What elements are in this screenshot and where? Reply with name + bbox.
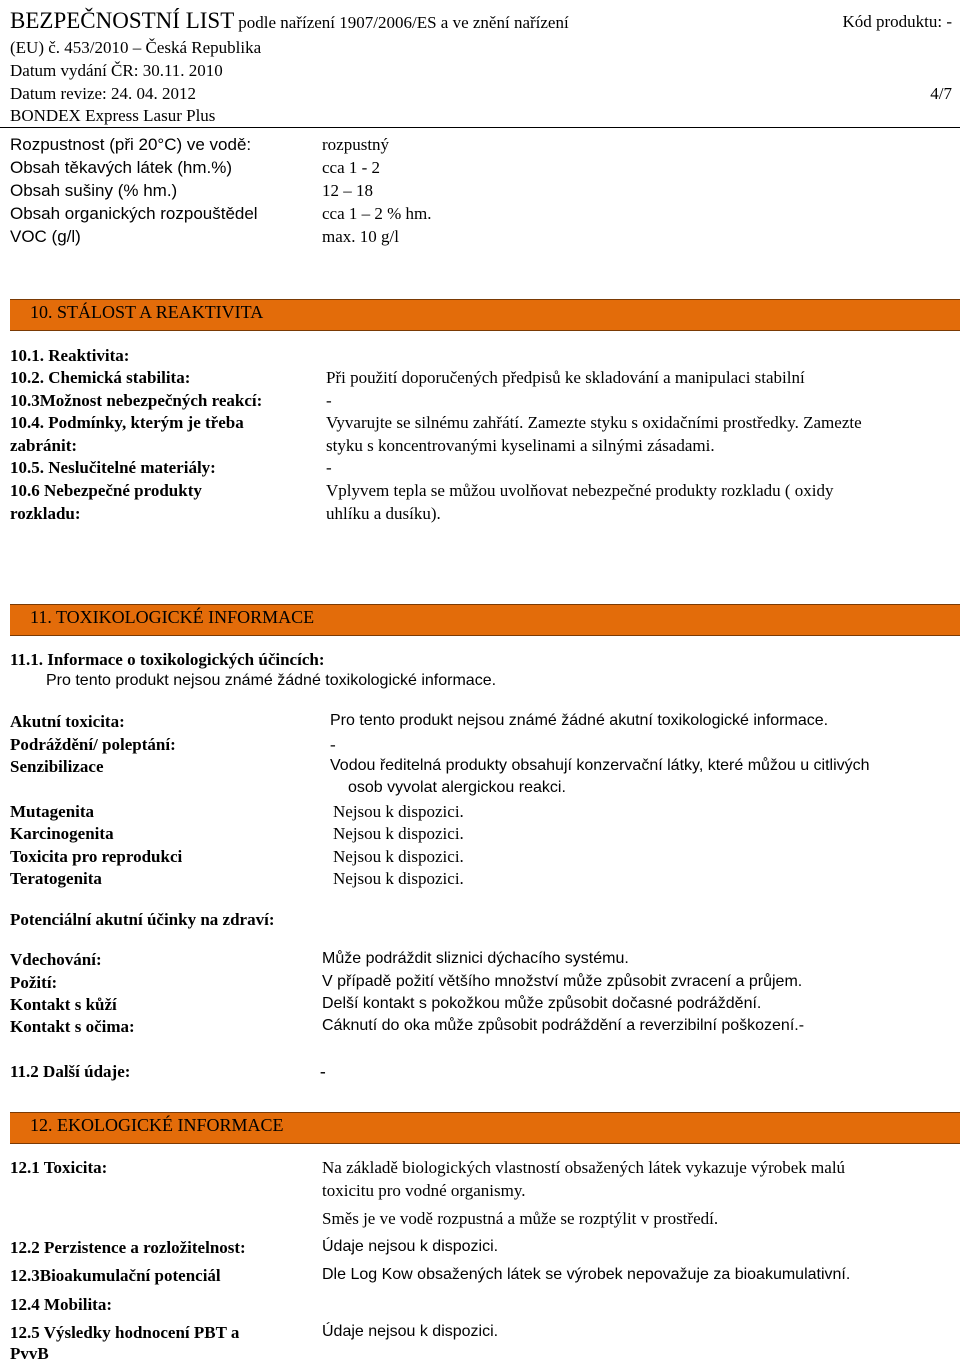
reactivity-label: 10.1. Reaktivita:	[10, 346, 130, 365]
section-12-header	[10, 1112, 960, 1144]
tox-value: -	[330, 735, 336, 754]
page-number: 4/7	[930, 84, 952, 103]
tox-value: Vodou ředitelná produkty obsahují konzervační látky, které můžou u citlivých	[330, 757, 870, 774]
pbt-label-cont: PvvB	[10, 1344, 49, 1363]
prop-label: VOC (g/l)	[10, 227, 81, 246]
prop-label: Obsah sušiny (% hm.)	[10, 181, 178, 200]
section-10-title: 10. STÁLOST A REAKTIVITA	[30, 302, 264, 322]
section-12-title: 12. EKOLOGICKÉ INFORMACE	[30, 1115, 284, 1135]
health-value: V případě požití většího množství může způsobit zvracení a průjem.	[322, 973, 803, 990]
prop-label: Obsah organických rozpouštědel	[10, 204, 258, 223]
tox-value: Nejsou k dispozici.	[333, 869, 464, 888]
regulation-line: (EU) č. 453/2010 – Česká Republika	[10, 38, 262, 57]
document-title	[10, 8, 569, 34]
prop-value: cca 1 - 2	[322, 158, 381, 177]
conditions-label: 10.4. Podmínky, kterým je třeba	[10, 413, 244, 432]
product-name: BONDEX Express Lasur Plus	[10, 106, 216, 125]
prop-value: max. 10 g/l	[322, 227, 399, 246]
section-11-header	[10, 604, 960, 636]
incompatible-value: -	[326, 458, 332, 477]
tox-label: Karcinogenita	[10, 824, 114, 843]
tox-info-text: Pro tento produkt nejsou známé žádné toxikologické informace.	[46, 672, 497, 689]
tox-value: Nejsou k dispozici.	[333, 802, 464, 821]
conditions-value-cont: styku s koncentrovanými kyselinami a silnými zásadami.	[326, 436, 715, 455]
revision-date: Datum revize: 24. 04. 2012	[10, 84, 197, 103]
health-value: Cáknutí do oka může způsobit podráždění a reverzibilní poškození.-	[322, 1017, 805, 1034]
stability-label: 10.2. Chemická stabilita:	[10, 368, 191, 387]
tox-value: Nejsou k dispozici.	[333, 847, 464, 866]
tox-label: Teratogenita	[10, 869, 102, 888]
bioaccumulation-value: Dle Log Kow obsažených látek se výrobek nepovažuje za bioakumulativní.	[322, 1266, 851, 1283]
health-value: Delší kontakt s pokožkou může způsobit dočasné podráždění.	[322, 995, 762, 1012]
health-label: Vdechování:	[10, 950, 102, 969]
tox-value: Nejsou k dispozici.	[333, 824, 464, 843]
eco-toxicity-value: Na základě biologických vlastností obsažených látek vykazuje výrobek malú	[322, 1158, 846, 1177]
tox-value-cont: osob vyvolat alergickou reakci.	[348, 779, 566, 796]
stability-value: Při použití doporučených předpisů ke skladování a manipulaci stabilní	[326, 368, 805, 387]
eco-toxicity-label: 12.1 Toxicita:	[10, 1158, 108, 1177]
prop-value: rozpustný	[322, 135, 390, 154]
tox-label: Podráždění/ poleptání:	[10, 735, 176, 754]
eco-toxicity-value-cont: toxicitu pro vodné organismy.	[322, 1181, 526, 1200]
section-11-title: 11. TOXIKOLOGICKÉ INFORMACE	[30, 607, 315, 627]
issue-date: Datum vydání ČR: 30.11. 2010	[10, 61, 223, 80]
persistence-value: Údaje nejsou k dispozici.	[322, 1238, 499, 1255]
conditions-label-cont: zabránit:	[10, 436, 78, 455]
incompatible-label: 10.5. Neslučitelné materiály:	[10, 458, 216, 477]
hazard-reactions-label: 10.3Možnost nebezpečných reakcí:	[10, 391, 263, 410]
decomposition-label-cont: rozkladu:	[10, 504, 81, 523]
tox-info-subheading: 11.1. Informace o toxikologických účincích:	[10, 650, 325, 669]
health-value: Může podráždit sliznici dýchacího systému.	[322, 950, 629, 967]
persistence-label: 12.2 Perzistence a rozložitelnost:	[10, 1238, 246, 1257]
section-10-header	[10, 299, 960, 331]
header-divider	[0, 127, 960, 128]
health-label: Kontakt s očima:	[10, 1017, 135, 1036]
product-code: Kód produktu: -	[842, 12, 952, 31]
title-regulation: podle nařízení 1907/2006/ES a ve znění nařízení	[238, 13, 569, 32]
hazard-reactions-value: -	[326, 391, 332, 410]
decomposition-label: 10.6 Nebezpečné produkty	[10, 481, 202, 500]
prop-value: cca 1 – 2 % hm.	[322, 204, 432, 223]
title-main: BEZPEČNOSTNÍ LIST	[10, 8, 235, 33]
decomposition-value: Vplyvem tepla se můžou uvolňovat nebezpečné produkty rozkladu ( oxidy	[326, 481, 834, 500]
pbt-label: 12.5 Výsledky hodnocení PBT a	[10, 1323, 240, 1342]
prop-label: Rozpustnost (při 20°C) ve vodě:	[10, 135, 252, 154]
pbt-value: Údaje nejsou k dispozici.	[322, 1323, 499, 1340]
tox-label: Akutní toxicita:	[10, 712, 125, 731]
tox-label: Mutagenita	[10, 802, 95, 821]
eco-toxicity-note: Směs je ve vodě rozpustná a může se rozptýlit v prostředí.	[322, 1209, 719, 1228]
further-info-value: -	[320, 1062, 326, 1081]
prop-label: Obsah těkavých látek (hm.%)	[10, 158, 233, 177]
tox-label: Senzibilizace	[10, 757, 104, 776]
decomposition-value-cont: uhlíku a dusíku).	[326, 504, 441, 523]
tox-value: Pro tento produkt nejsou známé žádné akutní toxikologické informace.	[330, 712, 829, 729]
health-effects-heading: Potenciální akutní účinky na zdraví:	[10, 910, 275, 929]
conditions-value: Vyvarujte se silnému zahřátí. Zamezte styku s oxidačními prostředky. Zamezte	[326, 413, 862, 432]
prop-value: 12 – 18	[322, 181, 373, 200]
health-label: Požití:	[10, 973, 58, 992]
tox-label: Toxicita pro reprodukci	[10, 847, 183, 866]
further-info-label: 11.2 Další údaje:	[10, 1062, 131, 1081]
bioaccumulation-label: 12.3Bioakumulační potenciál	[10, 1266, 221, 1285]
mobility-label: 12.4 Mobilita:	[10, 1295, 112, 1314]
health-label: Kontakt s kůží	[10, 995, 117, 1014]
